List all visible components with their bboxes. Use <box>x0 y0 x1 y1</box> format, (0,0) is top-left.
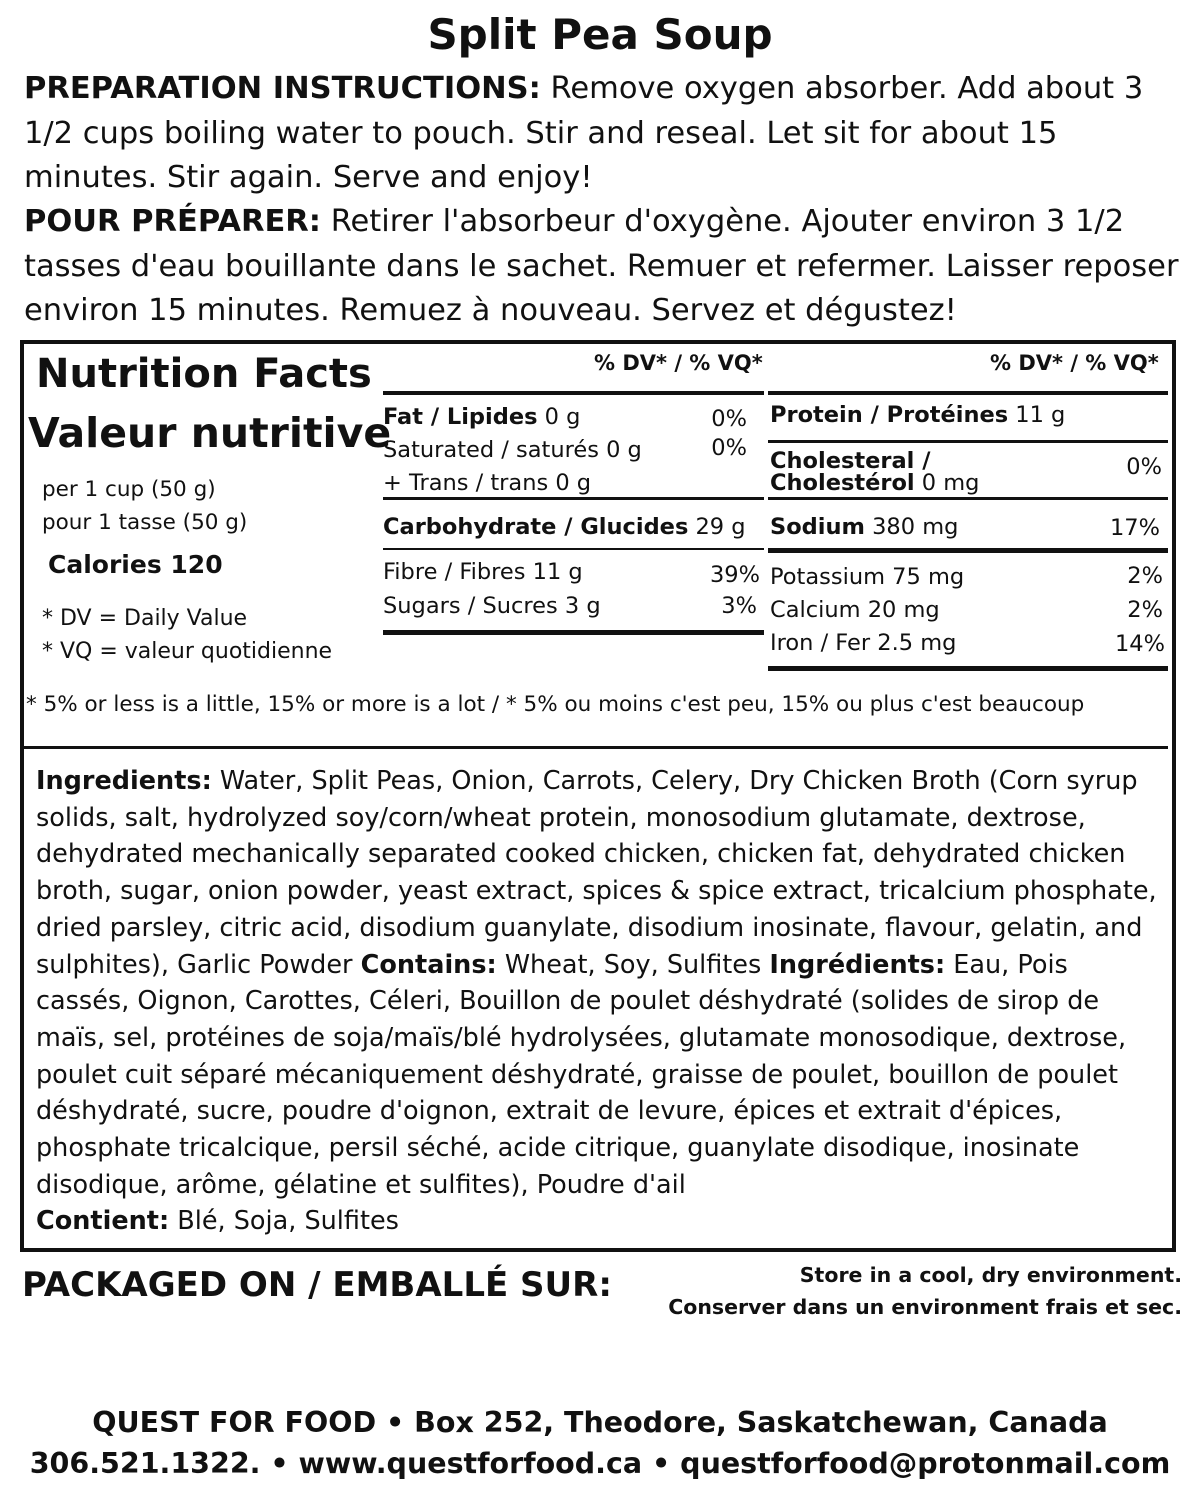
iron-row: Iron / Fer 2.5 mg <box>770 630 957 656</box>
cholesterol-row-line2 <box>770 469 979 497</box>
fibre-row: Fibre / Fibres 11 g <box>383 559 583 585</box>
rule-right-cholesterol <box>768 497 1168 500</box>
ingredients-label-fr: Ingrédients: <box>769 949 946 980</box>
company-address: QUEST FOR FOOD • Box 252, Theodore, Saskatchewan, Canada <box>92 1406 1108 1439</box>
fat-amount: 0 g <box>537 404 581 430</box>
serving-size-fr: pour 1 tasse (50 g) <box>42 510 248 535</box>
preparation-text-en: Remove oxygen absorber. Add about 3 1/2 cups boiling water to pouch. Stir and reseal. Let sit for about 15 minutes. Stir again. Serve and enjoy! <box>24 71 1144 195</box>
trans-row: + Trans / trans 0 g <box>383 470 592 496</box>
calcium-row: Calcium 20 mg <box>770 597 940 623</box>
rule-mid-bottom <box>383 630 764 635</box>
carbohydrate-row <box>383 513 746 541</box>
rule-right-top <box>768 391 1168 395</box>
carbohydrate-amount: 29 g <box>688 514 746 540</box>
fat-pct: 0% <box>711 406 747 432</box>
dv-header-right: % DV* / % VQ* <box>990 351 1159 375</box>
calcium-pct: 2% <box>1127 597 1163 623</box>
valeur-nutritive-title: Valeur nutritive <box>28 409 392 457</box>
preparation-label-en: PREPARATION INSTRUCTIONS: <box>24 71 541 106</box>
sodium-row <box>770 513 958 541</box>
sugars-pct: 3% <box>721 593 757 619</box>
dv-header-middle: % DV* / % VQ* <box>594 351 763 375</box>
contains-text-fr: Blé, Soja, Sulfites <box>169 1206 399 1237</box>
product-title: Split Pea Soup <box>427 10 773 59</box>
preparation-instructions-en <box>24 67 1184 201</box>
sodium-name: Sodium <box>770 514 865 540</box>
footnote-vq: * VQ = valeur quotidienne <box>42 639 333 664</box>
sodium-pct: 17% <box>1109 515 1160 541</box>
cholesterol-amount: 0 mg <box>914 470 980 496</box>
ingredients-list <box>36 763 1166 1240</box>
saturated-pct: 0% <box>711 435 747 461</box>
fibre-pct: 39% <box>709 562 760 588</box>
cholesterol-name-line1: Cholesteral / <box>770 448 931 474</box>
iron-pct: 14% <box>1114 631 1165 657</box>
preparation-label-fr: POUR PRÉPARER: <box>24 204 321 239</box>
storage-instructions-en: Store in a cool, dry environment. <box>799 1263 1182 1287</box>
nutrition-facts-title: Nutrition Facts <box>36 351 372 397</box>
footnote-dv: * DV = Daily Value <box>42 606 248 631</box>
preparation-text-fr: Retirer l'absorbeur d'oxygène. Ajouter environ 3 1/2 tasses d'eau bouillante dans le sachet. Remuer et refermer. Laisser reposer environ 15 minutes. Remuez à nouveau. Servez et dégustez! <box>24 204 1179 328</box>
dv-scale-footnote: * 5% or less is a little, 15% or more is a lot / * 5% ou moins c'est peu, 15% ou plus c'est beaucoup <box>26 692 1085 717</box>
contains-label-en: Contains: <box>360 949 497 980</box>
rule-mid-fat <box>383 497 764 500</box>
protein-row <box>770 401 1065 429</box>
packaged-on-label: PACKAGED ON / EMBALLÉ SUR: <box>22 1265 612 1305</box>
fat-row <box>383 403 580 431</box>
protein-name: Protein / Protéines <box>770 402 1009 428</box>
rule-right-bottom <box>768 666 1168 671</box>
cholesterol-pct: 0% <box>1126 454 1162 480</box>
ingredients-text-fr: Eau, Pois cassés, Oignon, Carottes, Céleri, Bouillon de poulet déshydraté (solides de sirop de maïs, sel, protéines de soja/maïs/blé hydrolysées, glutamate monosodique, dextrose, poulet cuit séparé mécaniquement déshydraté, graisse de poulet, bouillon de poulet déshydraté, sucre, poudre d'oignon, extrait de levure, épices et extrait d'épices, phosphate tricalcique, persil séché, acide citrique, guanylate disodique, inosinate disodique, arôme, gélatine et sulfites), Poudre d'ail <box>36 949 1127 1200</box>
fat-name: Fat / Lipides <box>383 404 538 430</box>
rule-mid-carb <box>383 548 764 550</box>
company-contact: 306.521.1322. • www.questforfood.ca • questforfood@protonmail.com <box>29 1447 1171 1480</box>
preparation-instructions-fr <box>24 200 1184 334</box>
serving-size-en: per 1 cup (50 g) <box>42 477 216 502</box>
carbohydrate-name: Carbohydrate / Glucides <box>383 514 689 540</box>
contains-label-fr: Contient: <box>36 1206 170 1237</box>
rule-ingredients-divider <box>20 746 1168 749</box>
storage-instructions-fr: Conserver dans un environment frais et sec. <box>668 1295 1182 1319</box>
sugars-row: Sugars / Sucres 3 g <box>383 593 601 619</box>
potassium-row: Potassium 75 mg <box>770 564 965 590</box>
calories: Calories 120 <box>48 550 223 579</box>
contains-text-en: Wheat, Soy, Sulfites <box>496 949 770 980</box>
potassium-pct: 2% <box>1127 563 1163 589</box>
rule-mid-top <box>383 391 764 395</box>
rule-right-protein <box>768 440 1168 443</box>
saturated-row: Saturated / saturés 0 g <box>383 437 642 463</box>
rule-right-sodium <box>768 548 1168 553</box>
ingredients-label-en: Ingredients: <box>36 766 212 796</box>
protein-amount: 11 g <box>1008 402 1066 428</box>
ingredients-text-en: Water, Split Peas, Onion, Carrots, Celery, Dry Chicken Broth (Corn syrup solids, salt, hydrolyzed soy/corn/wheat protein, monosodium glutamate, dextrose, dehydrated mechanically separated cooked chicken, chicken fat, dehydrated chicken broth, sugar, onion powder, yeast extract, spices & spice extract, tricalcium phosphate, dried parsley, citric acid, disodium guanylate, disodium inosinate, flavour, gelatin, and sulphites), Garlic Powder <box>36 766 1157 980</box>
sodium-amount: 380 mg <box>864 514 959 540</box>
cholesterol-name-line2: Cholestérol <box>770 470 915 496</box>
